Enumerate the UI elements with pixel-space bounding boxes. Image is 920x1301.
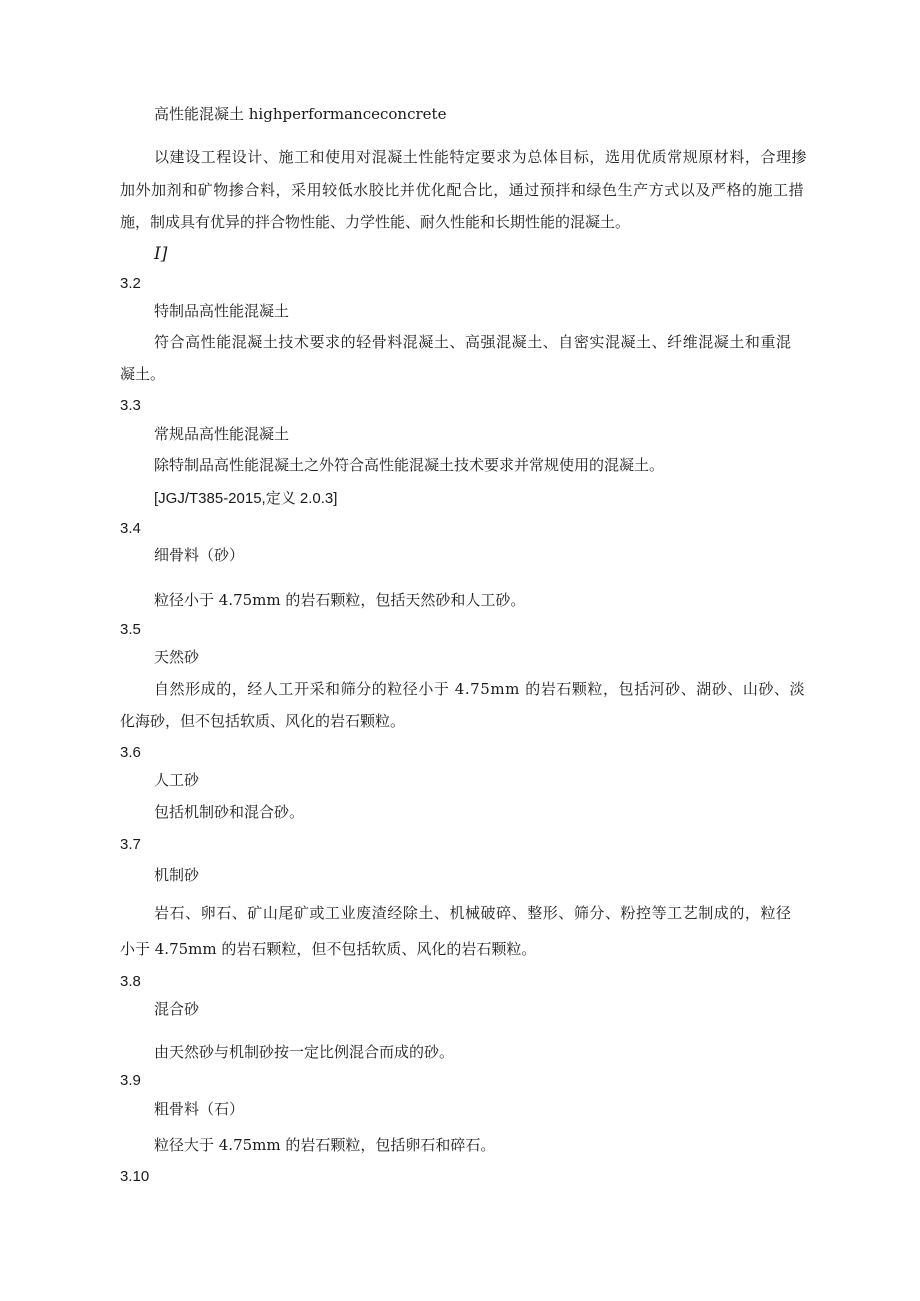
- definition-line: 自然形成的，经人工开采和筛分的粒径小于 4.75mm 的岩石颗粒，包括河砂、湖砂、山砂、淡: [154, 680, 806, 698]
- section-number: 3.10: [120, 1168, 150, 1185]
- definition-line: 除特制品高性能混凝土之外符合高性能混凝土技术要求并常规使用的混凝土。: [154, 456, 665, 474]
- term-high-performance-concrete: 高性能混凝土 highperformanceconcrete: [154, 105, 447, 123]
- definition-line: 加外加剂和矿物掺合料，采用较低水胶比并优化配合比，通过预拌和绿色生产方式以及严格的施工措: [120, 181, 805, 199]
- definition-line: 凝土。: [120, 365, 166, 383]
- definition-line: 粒径小于 4.75mm 的岩石颗粒，包括天然砂和人工砂。: [154, 591, 526, 609]
- term-title: 粗骨料（石）: [154, 1100, 245, 1118]
- definition-line: 以建设工程设计、施工和使用对混凝土性能特定要求为总体目标，选用优质常规原材料，合理掺: [154, 148, 808, 166]
- definition-line: 小于 4.75mm 的岩石颗粒，但不包括软质、风化的岩石颗粒。: [120, 940, 537, 958]
- definition-line: 符合高性能混凝土技术要求的轻骨料混凝土、高强混凝土、自密实混凝土、纤维混凝土和重混: [154, 333, 792, 351]
- term-title: 常规品高性能混凝土: [154, 425, 290, 443]
- stray-mark: I]: [154, 244, 168, 264]
- definition-line: 包括机制砂和混合砂。: [154, 803, 305, 821]
- section-number: 3.8: [120, 973, 141, 990]
- definition-line: 由天然砂与机制砂按一定比例混合而成的砂。: [154, 1043, 455, 1061]
- term-title: 细骨料（砂）: [154, 546, 245, 564]
- section-number: 3.2: [120, 275, 141, 292]
- section-number: 3.7: [120, 836, 141, 853]
- definition-line: 岩石、卵石、矿山尾矿或工业废渣经除土、机械破碎、整形、筛分、粉控等工艺制成的，粒径: [154, 904, 792, 922]
- section-number: 3.9: [120, 1072, 141, 1089]
- term-title: 天然砂: [154, 648, 200, 666]
- term-title: 机制砂: [154, 866, 200, 884]
- definition-line: 粒径大于 4.75mm 的岩石颗粒，包括卵石和碎石。: [154, 1136, 496, 1154]
- definition-line: 化海砂，但不包括软质、风化的岩石颗粒。: [120, 712, 406, 730]
- section-number: 3.5: [120, 621, 141, 638]
- term-title: 混合砂: [154, 1000, 200, 1018]
- section-number: 3.3: [120, 397, 141, 414]
- section-number: 3.4: [120, 520, 141, 537]
- term-title: 特制品高性能混凝土: [154, 302, 290, 320]
- reference-citation: [JGJ/T385-2015,定义 2.0.3]: [154, 490, 338, 507]
- definition-line: 施，制成具有优异的拌合物性能、力学性能、耐久性能和长期性能的混凝土。: [120, 213, 631, 231]
- term-title: 人工砂: [154, 771, 200, 789]
- section-number: 3.6: [120, 744, 141, 761]
